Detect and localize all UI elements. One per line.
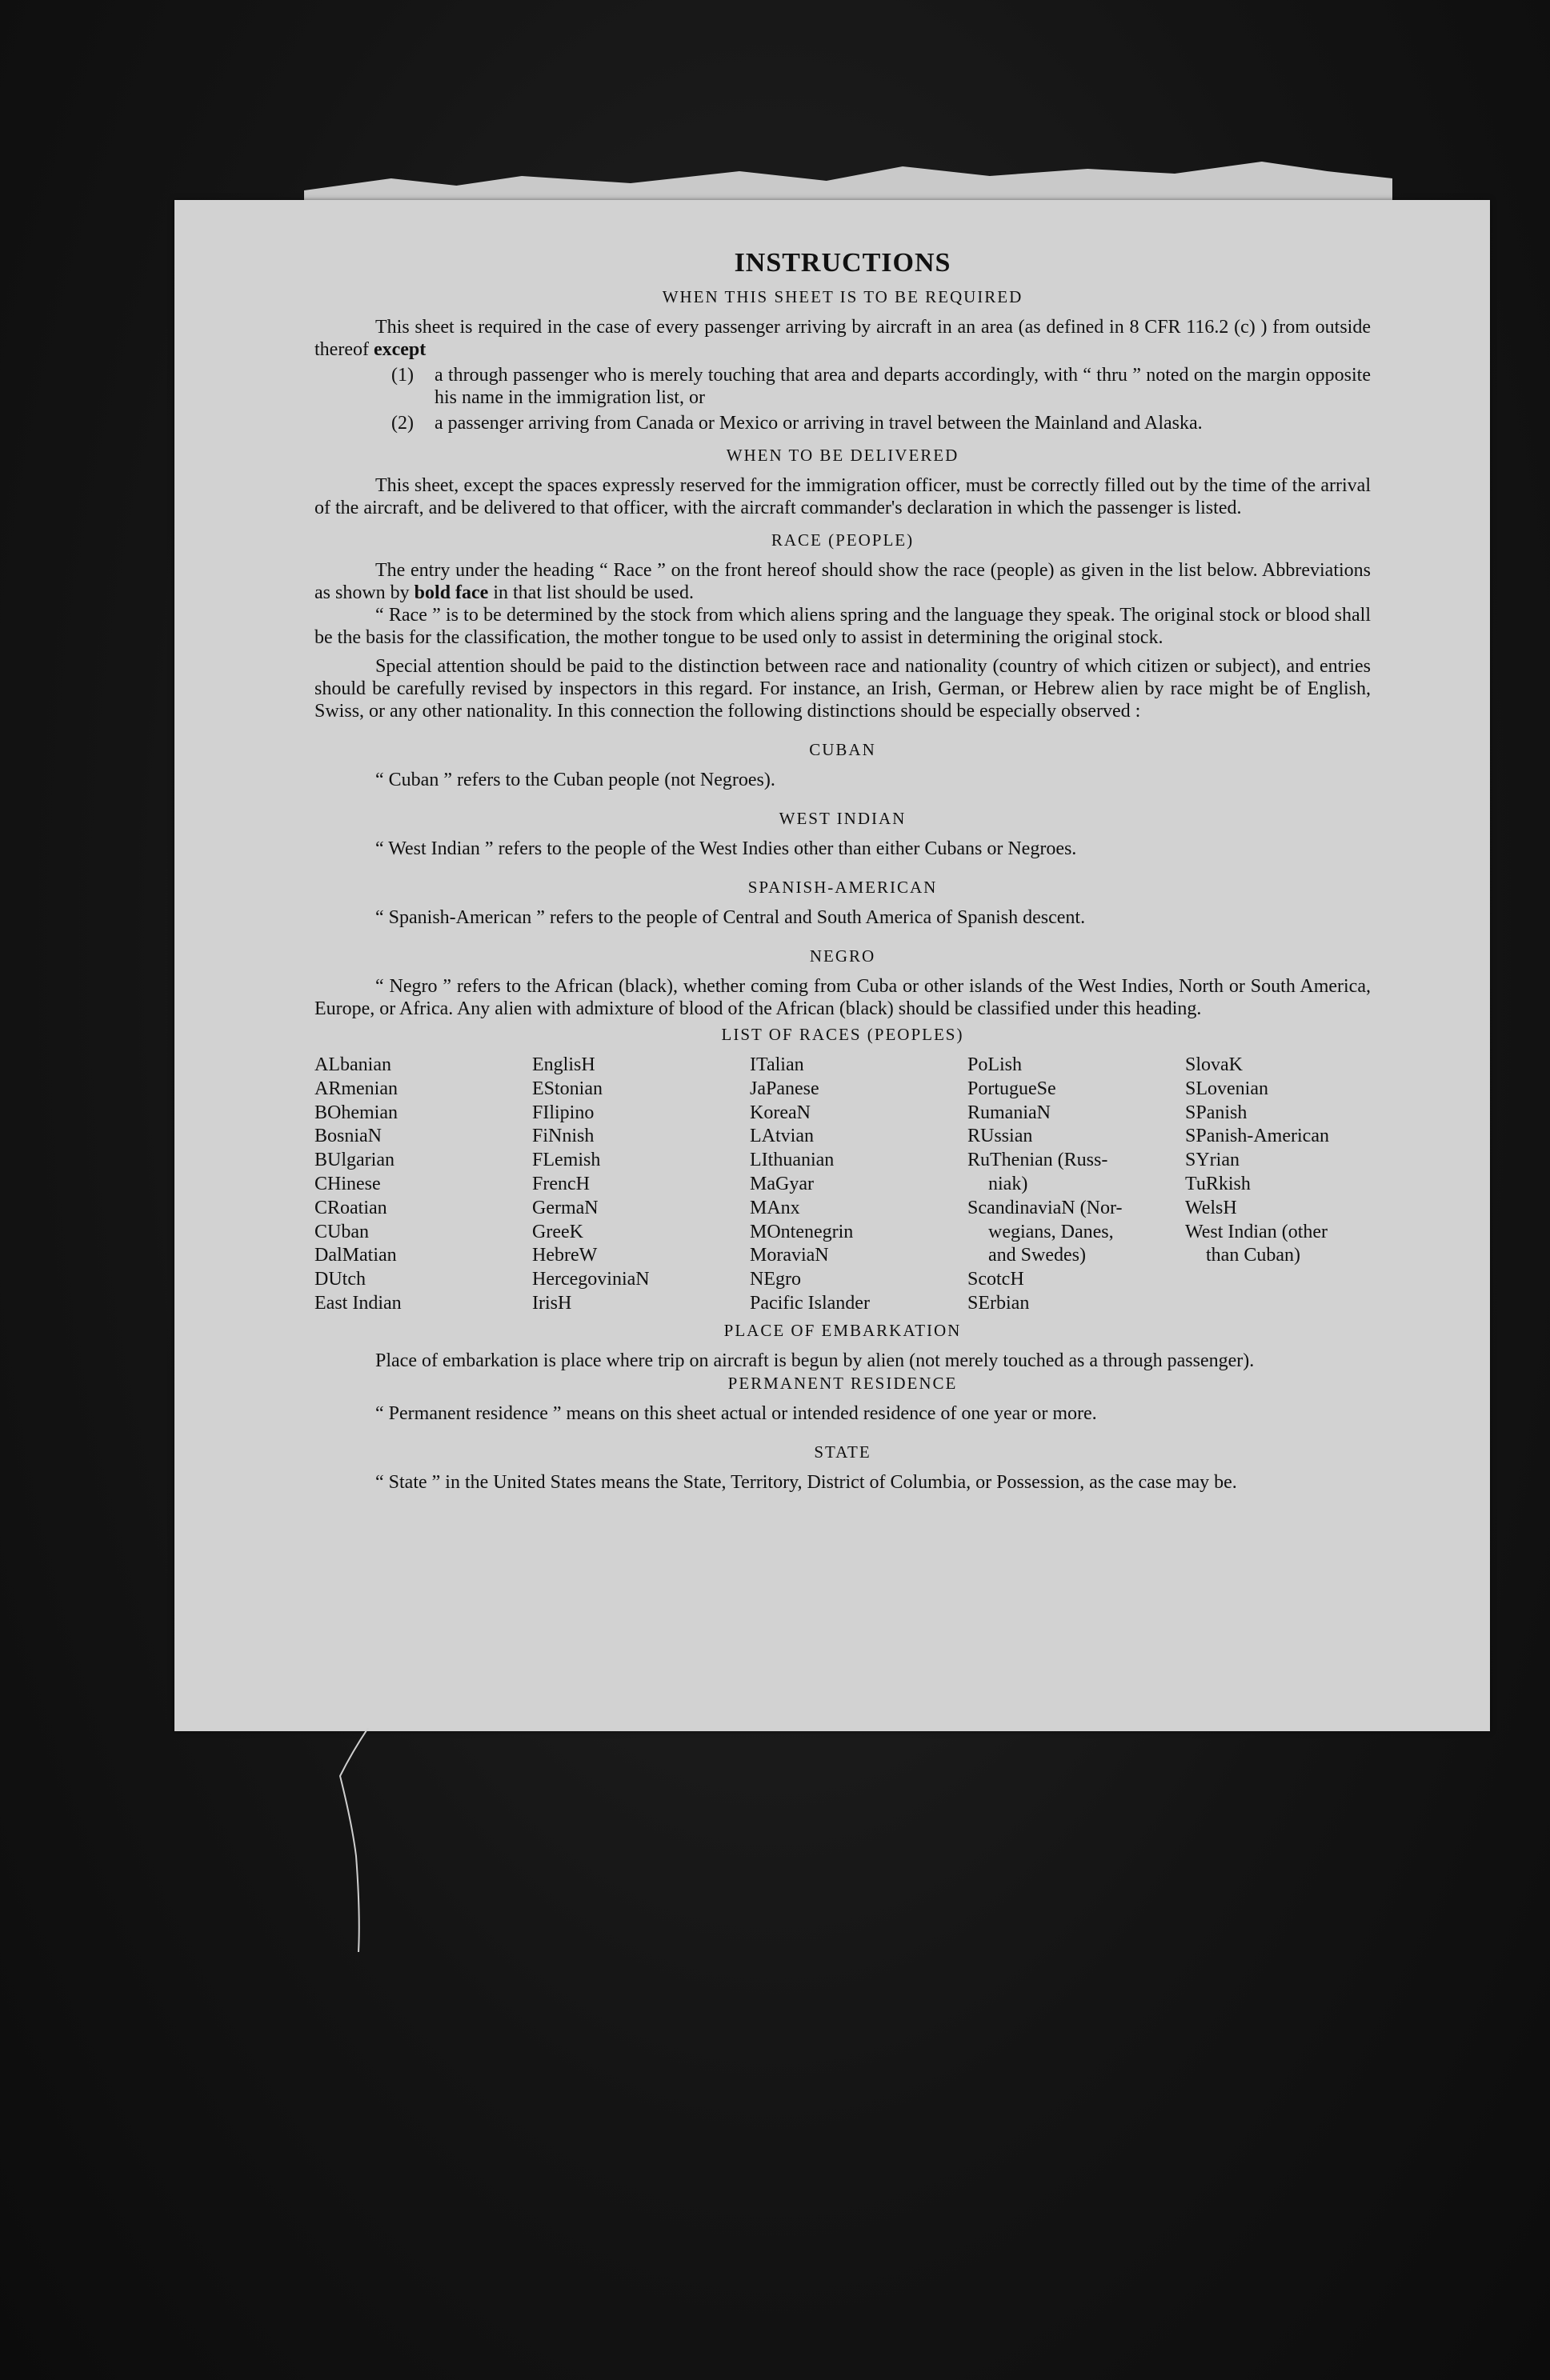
heading-cuban: CUBAN: [809, 740, 876, 759]
race-entry: NEgro: [750, 1269, 801, 1290]
races-column-4: [967, 1054, 1185, 1316]
race-entry: ITalian: [750, 1054, 804, 1075]
document-title: INSTRUCTIONS: [734, 248, 951, 278]
race-entry: West Indian (other: [1185, 1221, 1328, 1242]
race-entry: ScandinaviaN (Nor-: [967, 1197, 1123, 1218]
race-entry: MaGyar: [750, 1173, 814, 1194]
race-entry-continuation: and Swedes): [988, 1245, 1086, 1266]
heading-west-indian: WEST INDIAN: [779, 809, 907, 828]
race-entry: SPanish-American: [1185, 1126, 1329, 1147]
race-entry: HercegoviniaN: [532, 1269, 650, 1290]
race-entry: MoraviaN: [750, 1245, 829, 1266]
race-entry: EnglisH: [532, 1054, 595, 1075]
embarkation-text: Place of embarkation is place where trip on aircraft is begun by alien (not merely touched as a through passenger).: [375, 1350, 1255, 1371]
state-text: “ State ” in the United States means the State, Territory, District of Columbia, or Possession, as the case may be.: [375, 1471, 1237, 1493]
race-entry: ALbanian: [314, 1054, 391, 1075]
race-entry: Pacific Islander: [750, 1292, 870, 1314]
race-entry: LAtvian: [750, 1126, 814, 1147]
race-entry: BOhemian: [314, 1102, 398, 1123]
required-except: except: [373, 339, 427, 360]
race-entry: SlovaK: [1185, 1054, 1243, 1075]
race-entry: DalMatian: [314, 1245, 397, 1266]
races-column-1: [314, 1054, 532, 1316]
race-entry: CRoatian: [314, 1197, 387, 1218]
race-paragraph-1: The entry under the heading “ Race ” on the front hereof should show the race (people) as given in the list below. Abbreviations as shown by bold face in that list should be used.: [314, 560, 1371, 603]
heading-state: STATE: [814, 1442, 871, 1462]
cuban-text: “ Cuban ” refers to the Cuban people (not Negroes).: [375, 770, 775, 790]
race-entry: JaPanese: [750, 1078, 819, 1099]
race-entry: IrisH: [532, 1292, 572, 1314]
document-content: [314, 248, 1371, 1494]
races-list: [314, 1054, 1371, 1316]
races-column-5: [1185, 1054, 1371, 1316]
race-entry: KoreaN: [750, 1102, 811, 1123]
residence-text: “ Permanent residence ” means on this sheet actual or intended residence of one year or more.: [375, 1402, 1097, 1424]
race-entry: CHinese: [314, 1173, 381, 1194]
heading-negro: NEGRO: [809, 946, 876, 966]
races-column-2: [532, 1054, 750, 1316]
race-entry: PortugueSe: [967, 1078, 1056, 1099]
race-paragraph-2: “ Race ” is to be determined by the stock from which aliens spring and the language they speak. The original stock or blood shall be the basis for the classification, the mother tongue to be used only to assist in determining the original stock.: [314, 605, 1371, 648]
required-item-1: (1) a through passenger who is merely touching that area and departs accordingly, with “ thru ” noted on the margin opposite his name in the immigration list, or: [391, 365, 1371, 408]
race-entry: ScotcH: [967, 1269, 1024, 1290]
race-entry: RUssian: [967, 1126, 1033, 1147]
race-paragraph-3: Special attention should be paid to the distinction between race and nationality (country of which citizen or subject), and entries should be carefully revised by inspectors in this regard. For instance, an Irish, German, or Hebrew alien by race might be of English, Swiss, or any other nationality. In this connection the following distinctions should be especially observed :: [314, 656, 1371, 722]
required-intro: This sheet is required in the case of every passenger arriving by aircraft in an area (as defined in 8 CFR 116.2 (c) ) from outside thereof except: [314, 317, 1371, 360]
heading-embarkation: PLACE OF EMBARKATION: [723, 1320, 962, 1340]
race-entry: GermaN: [532, 1197, 599, 1218]
negro-text: “ Negro ” refers to the African (black), whether coming from Cuba or other islands of the West Indies, North or South America, Europe, or Africa. Any alien with admixture of blood of the African (black) should be classified under this heading.: [314, 976, 1371, 1019]
race-entry: ARmenian: [314, 1078, 398, 1099]
heading-race: RACE (PEOPLE): [771, 530, 915, 550]
race-entry: FIlipino: [532, 1102, 595, 1123]
west-indian-text: “ West Indian ” refers to the people of the West Indies other than either Cubans or Negroes.: [375, 838, 1077, 859]
race-entry: SPanish: [1185, 1102, 1248, 1123]
race-entry-continuation: niak): [988, 1173, 1028, 1194]
race-entry: East Indian: [314, 1292, 402, 1314]
required-item-2: (2) a passenger arriving from Canada or Mexico or arriving in travel between the Mainland and Alaska.: [391, 413, 1203, 434]
race-entry-continuation: than Cuban): [1206, 1245, 1300, 1266]
race-entry: PoLish: [967, 1054, 1023, 1075]
race-entry: RuThenian (Russ-: [967, 1150, 1108, 1171]
race-entry: BosniaN: [314, 1126, 382, 1147]
pen-mark: [336, 1728, 384, 1968]
race-entry: FLemish: [532, 1150, 601, 1171]
race-entry: FiNnish: [532, 1126, 595, 1147]
race-entry: WelsH: [1185, 1197, 1237, 1218]
race-entry: RumaniaN: [967, 1102, 1051, 1123]
race-entry: SLovenian: [1185, 1078, 1268, 1099]
heading-delivered: WHEN TO BE DELIVERED: [726, 446, 959, 465]
heading-races-list: LIST OF RACES (PEOPLES): [721, 1025, 964, 1044]
race-entry: CUban: [314, 1221, 369, 1242]
races-column-3: [750, 1054, 967, 1316]
race-entry: TuRkish: [1185, 1173, 1251, 1194]
heading-required: WHEN THIS SHEET IS TO BE REQUIRED: [662, 287, 1023, 306]
race-entry: SYrian: [1185, 1150, 1240, 1171]
race-entry: MAnx: [750, 1197, 800, 1218]
race-entry: MOntenegrin: [750, 1221, 854, 1242]
race-entry: LIthuanian: [750, 1150, 835, 1171]
delivered-text: This sheet, except the spaces expressly reserved for the immigration officer, must be correctly filled out by the time of the arrival of the aircraft, and be delivered to that officer, with the aircraft commander's declaration in which the passenger is listed.: [314, 475, 1371, 518]
race-entry: EStonian: [532, 1078, 603, 1099]
race-entry: HebreW: [532, 1245, 598, 1266]
heading-residence: PERMANENT RESIDENCE: [727, 1373, 958, 1393]
race-entry: BUlgarian: [314, 1150, 395, 1171]
race-entry: FrencH: [532, 1173, 590, 1194]
heading-spanish-american: SPANISH-AMERICAN: [747, 878, 938, 897]
race-entry: DUtch: [314, 1269, 366, 1290]
document-page: [174, 200, 1490, 1731]
race-entry: GreeK: [532, 1221, 583, 1242]
race-entry: SErbian: [967, 1292, 1030, 1314]
spanish-american-text: “ Spanish-American ” refers to the people of Central and South America of Spanish descent.: [375, 907, 1086, 928]
race-entry-continuation: wegians, Danes,: [988, 1221, 1114, 1242]
